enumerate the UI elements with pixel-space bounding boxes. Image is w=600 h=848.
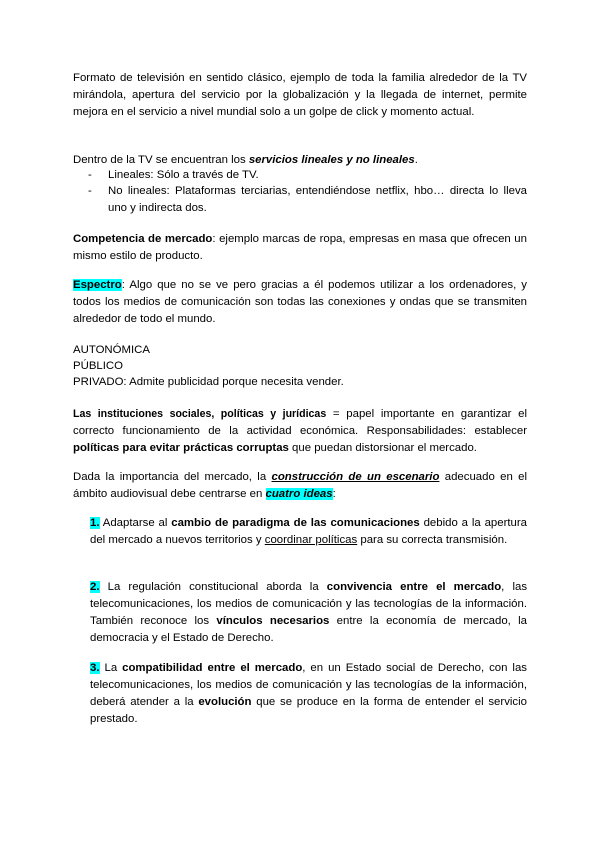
idea-key-term: vínculos necesarios (216, 615, 330, 627)
market-importance-paragraph (73, 469, 527, 503)
idea-text: que se produce en la forma de entender el servicio prestado. (90, 696, 527, 725)
idea-key-term: convivencia entre el mercado (326, 581, 502, 593)
idea-text: entre la economía de mercado, la democracia y el Estado de Derecho. (90, 615, 528, 644)
institutions-policies: políticas para evitar prácticas corruptas (73, 442, 289, 454)
idea-number: 3. (90, 662, 100, 674)
idea-key-term: compatibilidad entre el mercado (122, 662, 303, 674)
idea-number: 1. (90, 517, 100, 529)
four-ideas-term: cuatro ideas (265, 488, 333, 500)
idea-key-term: evolución (198, 696, 252, 708)
list-item-text: No lineales: Plataformas terciarias, entendiéndose netflix, hbo… directa lo lleva uno y indirecta dos. (108, 185, 527, 214)
institutions-term: Las instituciones sociales, políticas y jurídicas (73, 408, 327, 420)
idea-key-term: cambio de paradigma de las comunicaciones (171, 517, 420, 529)
market-importance-mid: adecuado en el ámbito audiovisual debe centrarse en (73, 471, 527, 500)
idea-text: La regulación constitucional aborda la (107, 581, 327, 593)
institutions-end: que puedan distorsionar el mercado. (288, 442, 477, 454)
market-competition-text: : ejemplo marcas de ropa, empresas en masa que ofrecen un mismo estilo de producto. (73, 233, 527, 262)
idea-number: 2. (90, 581, 100, 593)
idea-text: , las telecomunicaciones, los medios de comunicación y las tecnologías de la información. También reconoce los (90, 581, 528, 627)
types-line-autonomica: AUTONÓMICA (73, 344, 150, 356)
market-importance-lead: Dada la importancia del mercado, la (73, 471, 272, 483)
spectrum-text: : Algo que no se ve pero gracias a él podemos utilizar a los ordenadores, y todos los medios de comunicación son todas las conexiones y ondas que se transmiten alrededor de todo el mundo. (73, 279, 527, 325)
types-line-publico: PÚBLICO (73, 360, 124, 372)
spectrum-term: Espectro (73, 279, 122, 291)
list-marker: - (88, 169, 92, 181)
institutions-paragraph (73, 406, 527, 457)
idea-item (90, 660, 527, 728)
idea-item (90, 515, 527, 549)
idea-item (90, 579, 527, 647)
institutions-text: = papel importante en garantizar el correcto funcionamiento de la actividad económica. Responsabilidades: establecer (73, 408, 527, 437)
services-intro-emph: servicios lineales y no lineales (248, 154, 415, 166)
idea-text: , en un Estado social de Derecho, con las telecomunicaciones, los medios de comunicación y las tecnologías de la información, deberá atender a la (90, 662, 527, 708)
services-intro-end: . (414, 154, 418, 166)
idea-text: para su correcta transmisión. (357, 534, 508, 546)
services-intro-lead: Dentro de la TV se encuentran los (73, 154, 249, 166)
types-line-privado: PRIVADO: Admite publicidad porque necesita vender. (73, 376, 344, 388)
market-competition-term: Competencia de mercado (73, 233, 213, 245)
idea-text: Adaptarse al (102, 517, 172, 529)
intro-paragraph: Formato de televisión en sentido clásico, ejemplo de toda la familia alrededor de la TV mirándola, apertura del servicio por la globalización y la llegada de internet, permite mejora en el servicio a nivel mundial solo a un golpe de click y momento actual. (73, 72, 527, 118)
market-importance-end: : (332, 488, 336, 500)
market-competition-paragraph (73, 231, 527, 265)
list-item-text: Lineales: Sólo a través de TV. (108, 169, 259, 181)
idea-text: debido a la apertura del mercado a nuevos territorios y (90, 517, 527, 546)
list-marker: - (88, 185, 92, 197)
scenario-construction-term: construcción de un escenario (271, 471, 440, 483)
idea-underlined-term: coordinar políticas (264, 534, 358, 546)
spectrum-paragraph (73, 277, 527, 328)
idea-text: La (104, 662, 123, 674)
